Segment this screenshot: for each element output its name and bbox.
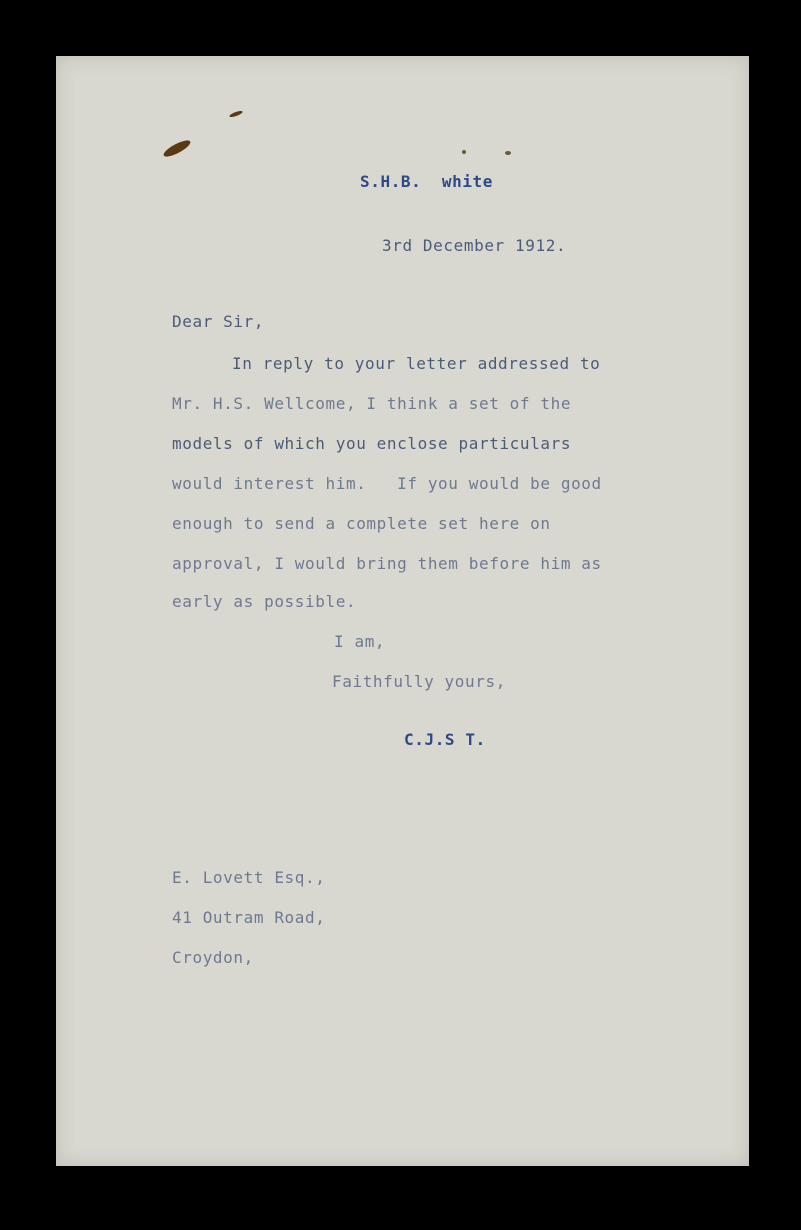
body-line: approval, I would bring them before him as: [172, 554, 602, 573]
body-line: models of which you enclose particulars: [172, 434, 572, 453]
body-line: Mr. H.S. Wellcome, I think a set of the: [172, 394, 572, 413]
ink-dot-mark: [462, 150, 466, 154]
body-line: In reply to your letter addressed to: [232, 354, 601, 373]
body-line: enough to send a complete set here on: [172, 514, 551, 533]
address-line: 41 Outram Road,: [172, 908, 326, 927]
rust-stain-mark: [162, 137, 193, 159]
address-line: Croydon,: [172, 948, 254, 967]
salutation: Dear Sir,: [172, 312, 265, 331]
closing-line: I am,: [334, 632, 386, 651]
letter-date: 3rd December 1912.: [382, 236, 567, 255]
address-line: E. Lovett Esq.,: [172, 868, 326, 887]
ink-dot-mark: [505, 151, 511, 155]
reference-line: S.H.B. white: [360, 172, 494, 191]
closing-line: Faithfully yours,: [332, 672, 506, 691]
body-line: would interest him. If you would be good: [172, 474, 602, 493]
letter-sheet: [56, 56, 749, 1166]
rust-stain-mark: [229, 110, 244, 119]
signature-initials: C.J.S T.: [404, 730, 486, 749]
body-line: early as possible.: [172, 592, 357, 611]
